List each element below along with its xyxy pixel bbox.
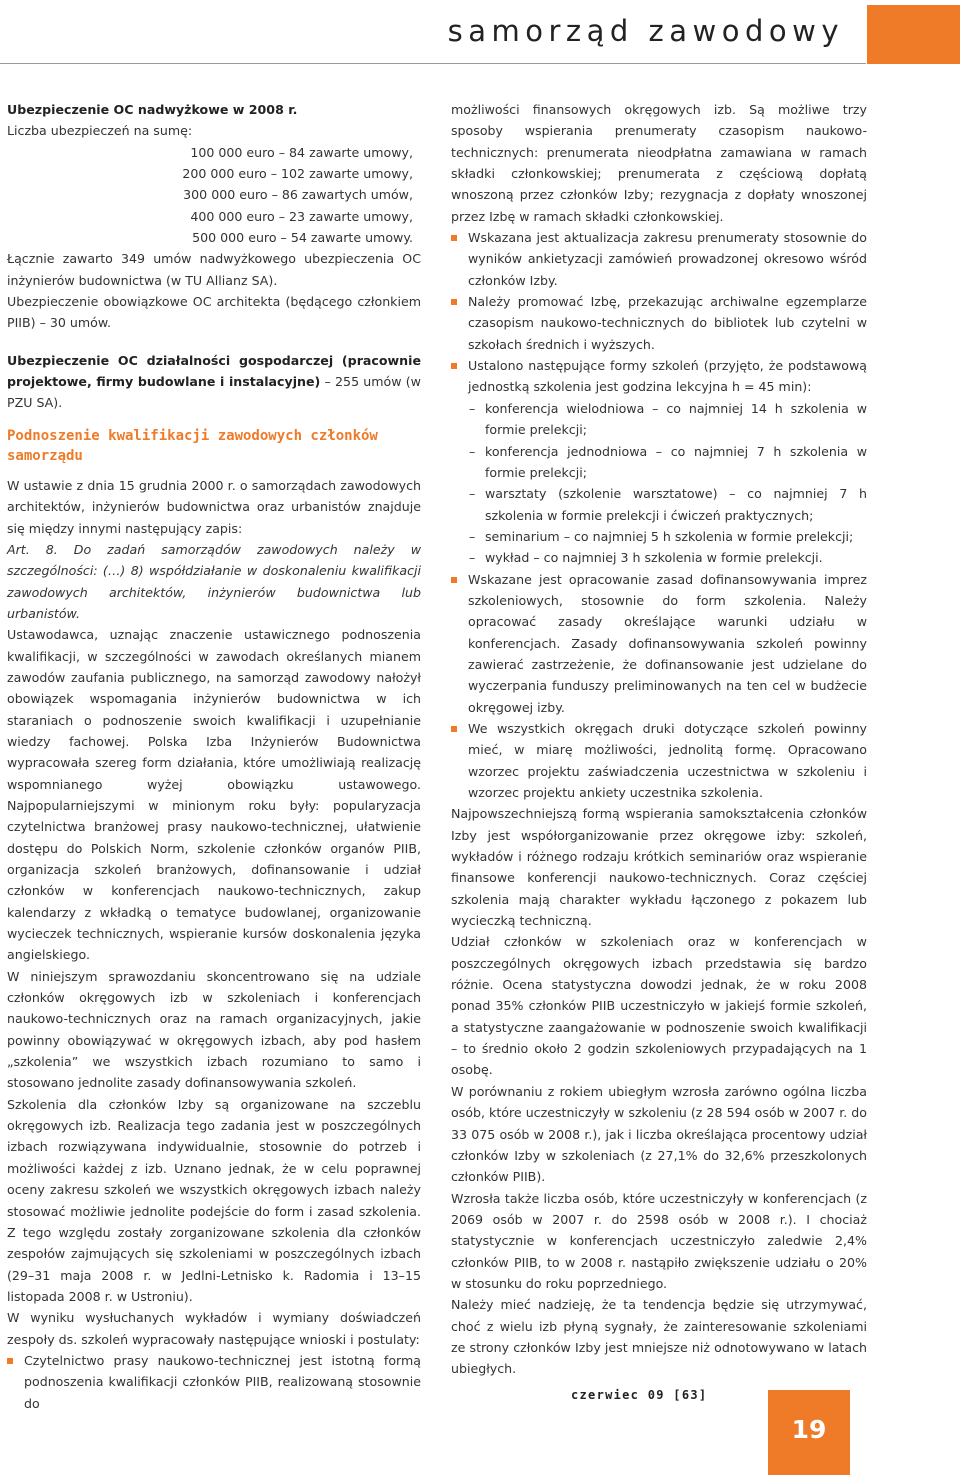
dash-item-text: wykład – co najmniej 3 h szkolenia w formie prelekcji.	[485, 550, 823, 566]
bullet-square	[7, 1358, 13, 1364]
law-quote: Art. 8. Do zadań samorządów zawodowych należy w szczególności: (…) 8) współdziałanie w doskonaleniu kwalifikacji zawodowych architektów, inżynierów budownictwa lub urbanistów.	[7, 541, 421, 621]
oc-heading: Ubezpieczenie OC nadwyżkowe w 2008 r.	[7, 102, 298, 117]
dash-marker: –	[469, 486, 476, 502]
sum-line: 100 000 euro – 84 zawarte umowy,	[190, 144, 413, 160]
section-title: samorząd zawodowy	[447, 14, 844, 48]
header-divider	[0, 63, 866, 64]
dash-marker: –	[469, 443, 476, 459]
list-item-text: Wskazana jest aktualizacja zakresu prenumeraty stosownie do wyników ankietyzacji zamówień prowadzonej okresowo wśród członków Izby.	[468, 230, 867, 288]
dash-item-text: konferencja jednodniowa – co najmniej 7 h szkolenia w formie prelekcji;	[485, 443, 867, 480]
paragraph: Ubezpieczenie obowiązkowe OC architekta (będącego członkiem PIIB) – 30 umów.	[7, 294, 421, 331]
paragraph: Wzrosła także liczba osób, które uczestniczyły w konferencjach (z 2069 osób w 2007 r. do 2598 osób w 2008 r.). I chociaż statystycznie w konferencjach uczestniczyło zaledwie 2,4% członków PIIB, to w 2008 r. nastąpiło zwiększenie udziału o 20% w stosunku do roku poprzedniego.	[451, 1190, 867, 1291]
dash-item-text: seminarium – co najmniej 5 h szkolenia w formie prelekcji;	[485, 528, 854, 544]
paragraph: Najpowszechniejszą formą wspierania samokształcenia członków Izby jest współorganizowanie przez okręgowe izby: szkoleń, wykładów i różnego rodzaju krótkich seminariów oraz wspieranie finansowe konferencji naukowo-technicznych. Coraz częściej szkolenia mają charakter wykładu łączonego z pokazem lub wycieczką techniczną.	[451, 806, 867, 929]
paragraph: W niniejszym sprawozdaniu skoncentrowano się na udziale członków okręgowych izb w szkoleniach i konferencjach naukowo-technicznych oraz na ramach organizacyjnych, jakie powinny obowiązywać w okręgowych izbach, aby pod hasłem „szkolenia” we wszystkich izbach rozumiano to samo i stosowano jednolite zasady dofinansowywania szkoleń.	[7, 968, 421, 1091]
dash-item	[451, 526, 867, 547]
sum-line: 500 000 euro – 54 zawarte umowy.	[192, 230, 413, 246]
section-heading: Podnoszenie kwalifikacji zawodowych członków samorządu	[7, 427, 378, 465]
sum-line: 400 000 euro – 23 zawarte umowy,	[190, 208, 413, 224]
left-column	[7, 99, 421, 1414]
list-item	[451, 718, 867, 803]
dash-item-text: konferencja wielodniowa – co najmniej 14 h szkolenia w formie prelekcji;	[485, 400, 867, 438]
oc-business-label: Ubezpieczenie OC działalności gospodarczej (pracownie projektowe, firmy budowlane i instalacyjne)	[7, 352, 421, 390]
paragraph: W wyniku wysłuchanych wykładów i wymiany doświadczeń zespoły ds. szkoleń wypracowały następujące wnioski i postulaty:	[7, 1310, 421, 1347]
sum-line: 300 000 euro – 86 zawartych umów,	[183, 187, 413, 203]
bullet-square	[451, 299, 457, 305]
paragraph: Szkolenia dla członków Izby są organizowane na szczeblu okręgowych izb. Realizacja tego zadania jest w poszczególnych izbach rozwiązywana indywidualnie, stosownie do potrzeb i możliwości każdej z izb. Uznano jednak, że w celu poprawnej oceny zakresu szkoleń we wszystkich okręgowych izbach należy stosować możliwie jednolite podejście do form i zasad szkolenia. Z tego względu zostały zorganizowane szkolenia dla członków zespołów zajmujących się szkoleniami w poszczególnych izbach (29–31 maja 2008 r. w Jedlni-Letnisko k. Radomia i 13–15 listopada 2008 r. w Ustroniu).	[7, 1096, 421, 1304]
dash-item-text: warsztaty (szkolenie warsztatowe) – co najmniej 7 h szkolenia w formie prelekcji i ćwiczeń praktycznych;	[485, 486, 867, 523]
bullet-square	[451, 726, 457, 732]
list-item-text: Czytelnictwo prasy naukowo-technicznej jest istotną formą podnoszenia kwalifikacji członków PIIB, realizowaną stosownie do	[24, 1352, 421, 1411]
list-item	[451, 227, 867, 291]
dash-item	[451, 547, 867, 568]
dash-marker: –	[469, 400, 476, 416]
bullet-square	[451, 235, 457, 241]
paragraph	[7, 350, 421, 414]
header-accent-block	[867, 5, 960, 64]
paragraph: Łącznie zawarto 349 umów nadwyżkowego ubezpieczenia OC inżynierów budownictwa (w TU Allianz SA).	[7, 251, 421, 288]
dash-item	[451, 483, 867, 526]
dash-marker: –	[469, 528, 476, 544]
oc-business-count: – 255 umów (w PZU SA).	[7, 374, 421, 411]
issue-label: czerwiec 09 [63]	[571, 1388, 708, 1402]
paragraph: Udział członków w szkoleniach oraz w konferencjach w poszczególnych okręgowych izbach przedstawia się bardzo różnie. Ocena statystyczna dowodzi jednak, że w roku 2008 ponad 35% członków PIIB uczestniczyło w jakiejś formie szkoleń, a statystyczne zaangażowanie w podnoszenie swoich kwalifikacji – to średnio około 2 godzin szkoleniowych przypadających na 1 osobę.	[451, 934, 867, 1078]
list-item	[451, 569, 867, 718]
list-item	[451, 291, 867, 355]
list-item-text: Wskazane jest opracowanie zasad dofinansowywania imprez szkoleniowych, stosownie do form szkolenia. Należy opracować zasady określające warunki udziału w konferencjach. Zasady dofinansowywania szkoleń powinny zawierać zastrzeżenie, że dofinansowanie jest udzielane do wyczerpania funduszy preliminowanych na ten cel w budżecie okręgowej izby.	[468, 571, 867, 715]
sum-line: 200 000 euro – 102 zawarte umowy,	[182, 166, 413, 182]
bullet-square	[451, 363, 457, 369]
bullet-square	[451, 577, 457, 583]
list-item-text: Ustalono następujące formy szkoleń (przyjęto, że podstawową jednostką szkolenia jest godzina lekcyjna h = 45 min):	[468, 358, 867, 395]
list-item-text: Należy promować Izbę, przekazując archiwalne egzemplarze czasopism naukowo-technicznych do bibliotek lub czytelni w szkołach średnich i wyższych.	[468, 294, 867, 352]
dash-item	[451, 398, 867, 441]
paragraph: Ustawodawca, uznając znaczenie ustawicznego podnoszenia kwalifikacji, w szczególności w zawodach określanych mianem zawodów zaufania publicznego, na samorząd zawodowy nałożył obowiązek wspomagania inżynierów budownictwa w ich staraniach o podnoszenie swoich kwalifikacji i uzupełnianie wiedzy fachowej. Polska Izba Inżynierów Budownictwa wypracowała szereg form działania, które umożliwiają realizację wspomnianego wyżej obowiązku ustawowego. Najpopularniejszymi w minionym roku były: popularyzacja czytelnictwa branżowej prasy naukowo-technicznej, ułatwienie dostępu do Polskich Norm, szkolenie członków organów PIIB, organizacja szkoleń branżowych, dofinansowanie i udział członków w konferencjach naukowo-technicznych, zakup kalendarzy z wkładką o tematyce budowlanej, organizowanie wycieczek technicznych, wspieranie kursów doskonalenia języka angielskiego.	[7, 627, 421, 963]
dash-item	[451, 441, 867, 484]
list-item-text: We wszystkich okręgach druki dotyczące szkoleń powinny mieć, w miarę możliwości, jednolitą formę. Opracowano wzorzec projektu zaświadczenia uczestnictwa w szkoleniu i wzorzec projektu ankiety uczestnika szkolenia.	[468, 720, 867, 800]
dash-marker: –	[469, 550, 476, 566]
paragraph: W ustawie z dnia 15 grudnia 2000 r. o samorządach zawodowych architektów, inżynierów budownictwa oraz urbanistów znajduje się między innymi następujący zapis:	[7, 477, 421, 536]
page-number: 19	[791, 1415, 827, 1444]
list-item	[451, 355, 867, 398]
paragraph: W porównaniu z rokiem ubiegłym wzrosła zarówno ogólna liczba osób, które uczestniczyły w szkoleniu (z 28 594 osób w 2007 r. do 33 075 osób w 2008 r.), jak i liczba określająca procentowy udział członków Izby w szkoleniach (z 27,1% do 32,6% przeszkolonych członków PIIB).	[451, 1083, 867, 1185]
paragraph: Należy mieć nadzieję, że ta tendencja będzie się utrzymywać, choć z wielu izb płyną sygnały, że zainteresowanie szkoleniami ze strony członków Izby jest mniejsze niż odnotowywano w latach ubiegłych.	[451, 1297, 867, 1377]
paragraph: możliwości finansowych okręgowych izb. Są możliwe trzy sposoby wspierania prenumeraty czasopism naukowo-technicznych: prenumerata nieodpłatna zamawiana w ramach składki członkowskiej; prenumerata z częściową dopłatą wnoszoną przez członków Izby; rezygnacja z dopłaty wnoszonej przez Izbę w ramach składki członkowskiej.	[451, 102, 867, 224]
right-column	[451, 99, 867, 1380]
sum-intro: Liczba ubezpieczeń na sumę:	[7, 123, 193, 139]
list-item	[7, 1350, 421, 1414]
